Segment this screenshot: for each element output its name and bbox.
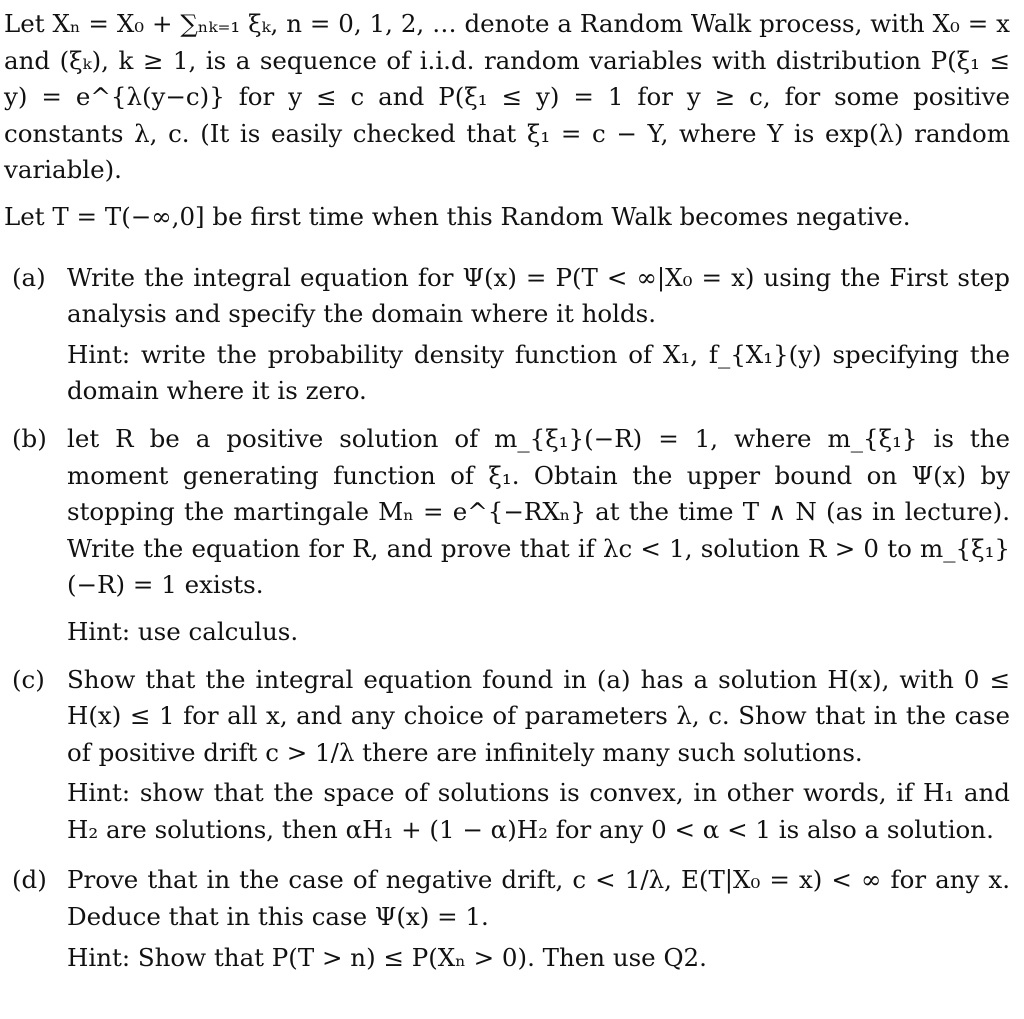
definition-paragraph: Let T = T(−∞,0] be first time when this Random Walk becomes negative. [4,201,911,231]
part-text: Write the integral equation for Ψ(x) = P(T < ∞|X₀ = x) using the First step analysis and specify the domain where it holds. [67,262,1010,329]
part-label: (a) [12,262,46,292]
part-label: (d) [12,865,47,895]
intro-paragraph: Let Xₙ = X₀ + ∑ₙₖ₌₁ ξₖ, n = 0, 1, 2, … denote a Random Walk process, with X₀ = x and (ξₖ), k ≥ 1, is a sequence of i.i.d. random variables with distribution P(ξ₁ ≤ y) = e^{λ(y−c)} for y ≤ c and P(ξ₁ ≤ y) = 1 for y ≥ c, for some positive constants λ, c. (It is easily checked that ξ₁ = c − Y, where Y is exp(λ) random variable). [4,9,1010,185]
part-label: (b) [12,423,47,453]
part-hint: Hint: write the probability density function of X₁, f_{X₁}(y) specifying the domain where it is zero. [67,339,1010,406]
part-hint: Hint: show that the space of solutions is convex, in other words, if H₁ and H₂ are solutions, then αH₁ + (1 − α)H₂ for any 0 < α < 1 is also a solution. [67,778,1010,844]
part-a [4,260,1010,410]
part-text: let R be a positive solution of m_{ξ₁}(−R) = 1, where m_{ξ₁} is the moment generating function of ξ₁. Obtain the upper bound on Ψ(x) by stopping the martingale Mₙ = e^{−RXₙ} at the time T ∧ N (as in lecture). Write the equation for R, and prove that if λc < 1, solution R > 0 to m_{ξ₁}(−R) = 1 exists. [67,423,1010,600]
part-label: (c) [12,664,45,694]
part-text: Show that the integral equation found in (a) has a solution H(x), with 0 ≤ H(x) ≤ 1 for all x, and any choice of parameters λ, c. Show that in the case of positive drift c > 1/λ there are infinitely many such solutions. [67,664,1010,767]
part-hint: Hint: use calculus. [67,616,299,646]
part-d [4,862,1010,976]
part-c [4,662,1010,849]
part-b [4,421,1010,651]
part-text: Prove that in the case of negative drift, c < 1/λ, E(T|X₀ = x) < ∞ for any x. Deduce that in this case Ψ(x) = 1. [67,865,1010,932]
part-hint: Hint: Show that P(T > n) ≤ P(Xₙ > 0). Then use Q2. [67,942,707,972]
